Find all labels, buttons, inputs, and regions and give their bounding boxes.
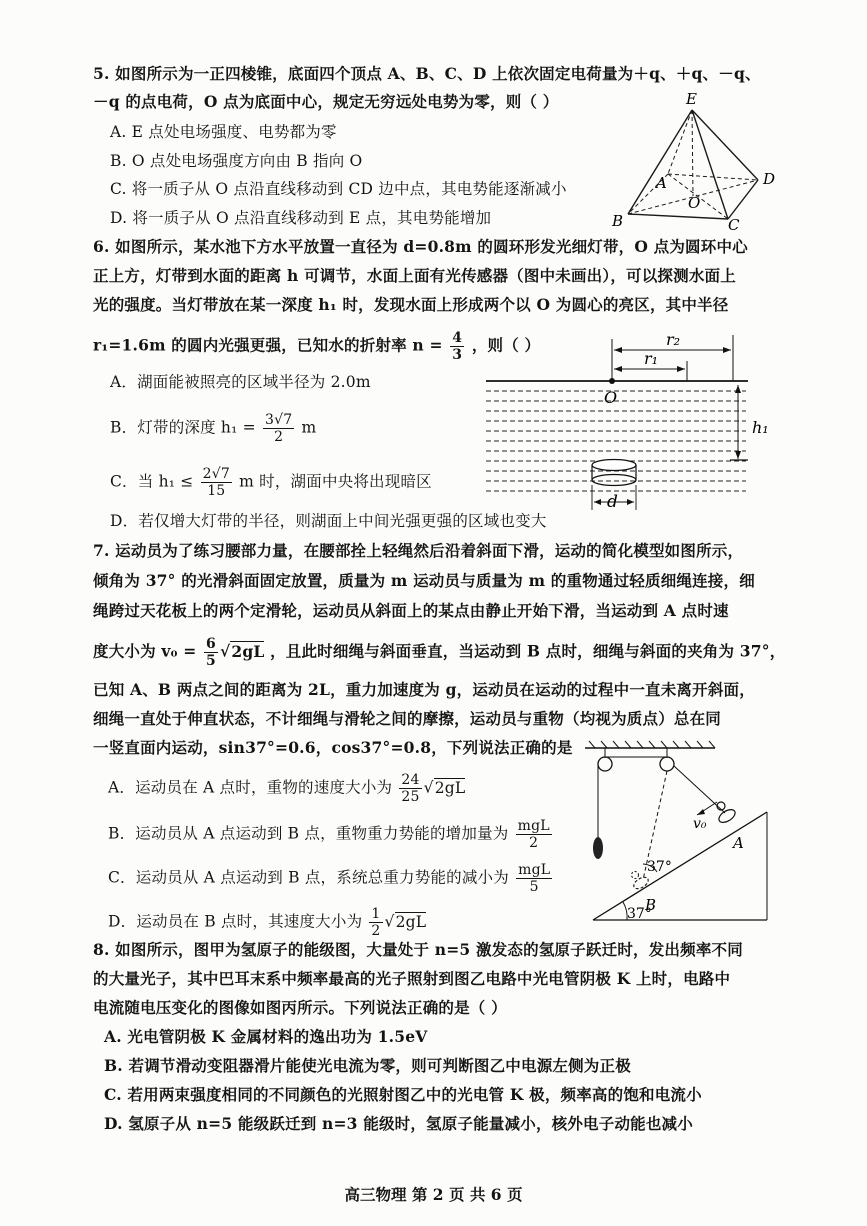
q7-option-d-numerator: 1 [371,906,381,922]
q6-pool-figure [486,325,776,515]
q7-stem-line5: 已知 A、B 两点之间的距离为 2L，重力加速度为 g，运动员在运动的过程中一直未离开斜面， [93,680,755,699]
q6-n-denominator: 3 [452,347,463,363]
q7-option-a-fraction [399,772,421,805]
q5-pyramid-figure [600,88,795,233]
q7-incline-figure [575,740,775,940]
q7-option-a-text: A．运动员在 A 点时，重物的速度大小为 [108,778,393,797]
q7-option-b-numerator: mgL [517,818,550,834]
q7-stem-line4-end: ，且此时细绳与斜面垂直，当运动到 B 点时，细绳与斜面的夹角为 37°， [270,641,786,661]
q7-label-angle-incline: 37° [627,906,652,922]
q6-label-d: d [607,492,618,512]
q6-stem-line4-end: ，则（ ） [471,335,541,355]
q7-stem-line7: 一竖直面内运动，sin37°=0.6，cos37°=0.8，下列说法正确的是 [93,738,573,757]
q7-option-a-radicand: 2gL [434,778,466,797]
q7-option-d-radicand: 2gL [395,912,427,931]
q6-label-o: O [604,388,618,407]
q8-option-a: A. 光电管阴极 K 金属材料的逸出功为 1.5eV [104,1027,428,1046]
q8-stem-line2: 的大量光子，其中巴耳末系中频率最高的光子照射到图乙电路中光电管阴极 K 上时，电路中 [93,969,731,988]
q5-label-e: E [686,90,697,108]
q6-stem-line4-text: r₁=1.6m 的圆内光强更强，已知水的折射率 n = [93,335,443,355]
q7-option-b-text: B．运动员从 A 点运动到 B 点，重物重力势能的增加量为 [108,824,509,843]
q7-v0-radicand: 2gL [231,641,265,661]
q5-label-c: C [728,216,740,233]
q7-label-a: A [733,834,744,852]
q6-label-r2: r₂ [666,330,681,349]
q7-label-v0: v₀ [693,816,707,832]
q6-option-c-denominator: 15 [207,483,226,499]
page-footer: 高三物理 第 2 页 共 6 页 [344,1185,523,1204]
q7-option-b [108,818,554,851]
q7-option-d-fraction [369,906,382,939]
q6-option-c-numerator: 2√7 [202,466,230,482]
q8-option-c: C. 若用两束强度相同的不同颜色的光照射图乙中的光电管 K 极，频率高的饱和电流小 [104,1085,702,1104]
q5-label-o: O [688,194,701,212]
q7-option-c-numerator: mgL [518,862,551,878]
q6-label-r1: r₁ [644,349,659,368]
q5-label-a: A [656,174,667,192]
q6-stem-line2: 正上方，灯带到水面的距离 h 可调节，水面上面有光传感器（图中未画出），可以探测水面上 [93,266,736,285]
q5-stem-line1: 5. 如图所示为一正四棱锥，底面四个顶点 A、B、C、D 上依次固定电荷量为＋q、＋q、－q、 [93,64,761,83]
q7-option-a-numerator: 24 [401,772,420,788]
q5-stem-line2: －q 的点电荷，O 点为底面中心，规定无穷远处电势为零，则（ ） [93,92,559,111]
q7-option-a-denominator: 25 [401,789,420,805]
q7-stem-line4-text: 度大小为 v₀ = [93,641,197,661]
q6-option-b-unit: m [301,418,317,437]
q7-stem-line6: 细绳一直处于伸直状态，不计细绳与滑轮之间的摩擦，运动员与重物（均视为质点）总在同 [93,709,722,728]
q8-stem-line1: 8. 如图所示，图甲为氢原子的能级图，大量处于 n=5 激发态的氢原子跃迁时，发出频率不同 [93,940,743,959]
q6-option-c-fraction [201,466,232,499]
q7-option-b-fraction [516,818,552,851]
q6-label-h1: h₁ [752,418,769,437]
q7-option-c-fraction [516,862,552,895]
q7-stem-line1: 7. 运动员为了练习腰部力量，在腰部拴上轻绳然后沿着斜面下滑，运动的简化模型如图所示， [93,541,744,560]
q6-option-c [110,466,432,499]
q7-option-b-denominator: 2 [529,835,539,851]
q7-option-d: D．运动员在 B 点时，其速度大小为 $\frac{1}{2}$ √2gL [108,906,427,939]
q7-option-a: A．运动员在 A 点时，重物的速度大小为 $\frac{24}{25}$ √2gL [108,772,466,805]
q6-option-b-denominator: 2 [274,429,284,445]
q5-option-c: C. 将一质子从 O 点沿直线移动到 CD 边中点，其电势能逐渐减小 [110,180,567,198]
q8-stem-line3: 电流随电压变化的图像如图丙所示。下列说法正确的是（ ） [93,998,507,1017]
q7-stem-line3: 绳跨过天花板上的两个定滑轮，运动员从斜面上的某点由静止开始下滑，当运动到 A 点时速 [93,601,729,620]
q7-option-c-text: C．运动员从 A 点运动到 B 点，系统总重力势能的减小为 [108,868,509,887]
q5-option-a: A. E 点处电场强度、电势都为零 [110,123,337,141]
q8-option-b: B. 若调节滑动变阻器滑片能使光电流为零，则可判断图乙中电源左侧为正极 [104,1056,631,1075]
q6-option-b [110,412,316,445]
q6-option-c-text: C．当 h₁ ≤ [110,472,194,491]
q7-option-d-text: D．运动员在 B 点时，其速度大小为 [108,912,363,931]
q6-option-b-text: B．灯带的深度 h₁ = [110,418,256,437]
q6-option-b-numerator: 3√7 [264,412,293,428]
q7-v0-denominator: 5 [206,653,216,669]
q7-label-angle-rope: 37° [647,859,672,875]
q7-option-c [108,862,554,895]
q6-option-a: A．湖面能被照亮的区域半径为 2.0m [110,373,371,391]
q5-label-d: D [763,170,776,188]
q5-option-b: B. O 点处电场强度方向由 B 指向 O [110,152,363,170]
q6-stem-line4 [93,330,540,363]
q7-option-d-denominator: 2 [371,923,381,939]
q6-option-c-end: m 时，湖面中央将出现暗区 [239,472,432,491]
q7-label-b: B [645,896,657,914]
q7-stem-line4: 度大小为 v₀ = $\frac{6}{5}$ √2gL ，且此时细绳与斜面垂直，当运动到 B 点时，细绳与斜面的夹角为 37°， [93,636,786,669]
q7-v0-fraction [204,636,218,669]
q7-stem-line2: 倾角为 37° 的光滑斜面固定放置，质量为 m 运动员与质量为 m 的重物通过轻质细绳连接，细 [93,571,755,590]
q6-stem-line1: 6. 如图所示，某水池下方水平放置一直径为 d=0.8m 的圆环形发光细灯带，O 点为圆环中心 [93,237,748,256]
q6-stem-line3: 光的强度。当灯带放在某一深度 h₁ 时，发现水面上形成两个以 O 为圆心的亮区，其中半径 [93,295,729,314]
q6-option-d: D．若仅增大灯带的半径，则湖面上中间光强更强的区域也变大 [110,512,547,530]
q7-v0-numerator: 6 [206,636,216,652]
q6-refractive-index [450,330,464,363]
q5-label-b: B [612,212,624,230]
q6-n-numerator: 4 [452,330,463,346]
q6-option-b-fraction [263,412,294,445]
q8-option-d: D. 氢原子从 n=5 能级跃迁到 n=3 能级时，氢原子能量减小，核外电子动能也减小 [104,1114,693,1133]
q7-option-c-denominator: 5 [529,879,539,895]
q5-option-d: D. 将一质子从 O 点沿直线移动到 E 点，其电势能增加 [110,209,492,227]
